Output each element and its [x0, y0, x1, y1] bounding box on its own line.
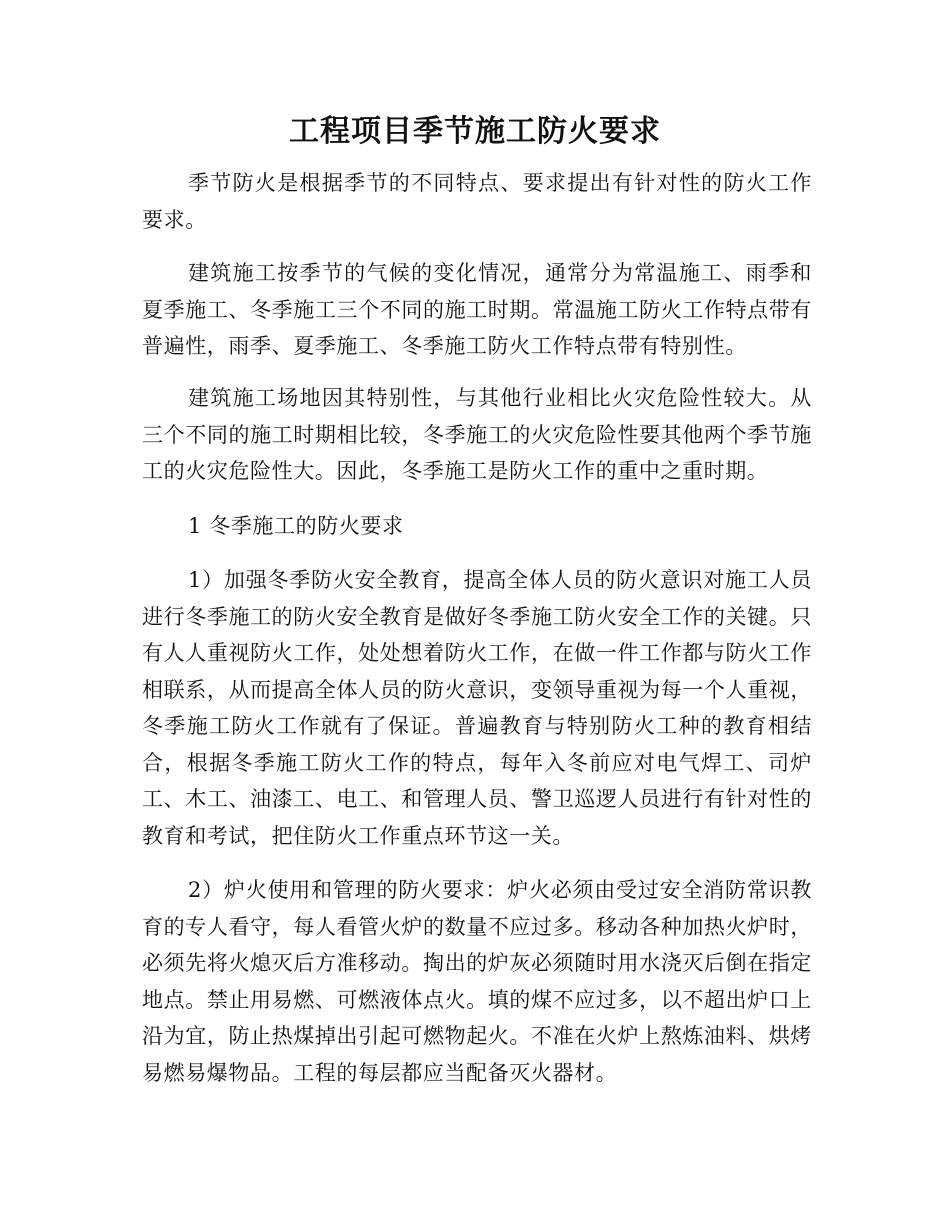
section-heading-winter: 1 冬季施工的防火要求: [188, 514, 404, 538]
paragraph-seasonal-fire-prevention: 季节防火是根据季节的不同特点、要求提出有针对性的防火工作要求。: [142, 171, 812, 232]
document-title: 工程项目季节施工防火要求: [289, 114, 661, 149]
paragraph-construction-periods: 建筑施工按季节的气候的变化情况，通常分为常温施工、雨季和夏季施工、冬季施工三个不同的施工时期。常温施工防火工作特点带有普遍性，雨季、夏季施工、冬季施工防火工作特点带有特别性。: [142, 261, 812, 358]
list-item-safety-education: 1）加强冬季防火安全教育，提高全体人员的防火意识对施工人员进行冬季施工的防火安全教育是做好冬季施工防火安全工作的关键。只有人人重视防火工作，处处想着防火工作，在做一件工作都与防火工作相联系，从而提高全体人员的防火意识，变领导重视为每一个人重视，冬季施工防火工作就有了保证。普遍教育与特别防火工种的教育相结合，根据冬季施工防火工作的特点，每年入冬前应对电气焊工、司炉工、木工、油漆工、电工、和管理人员、警卫巡逻人员进行有针对性的教育和考试，把住防火工作重点环节这一关。: [142, 568, 812, 848]
paragraph-winter-risk: 建筑施工场地因其特别性，与其他行业相比火灾危险性较大。从三个不同的施工时期相比较，冬季施工的火灾危险性要其他两个季节施工的火灾危险性大。因此，冬季施工是防火工作的重中之重时期。: [142, 386, 812, 483]
list-item-stove-management: 2）炉火使用和管理的防火要求：炉火必须由受过安全消防常识教育的专人看守，每人看管火炉的数量不应过多。移动各种加热火炉时，必须先将火熄灭后方准移动。掏出的炉灰必须随时用水浇灭后倒在指定地点。禁止用易燃、可燃液体点火。填的煤不应过多，以不超出炉口上沿为宜，防止热煤掉出引起可燃物起火。不准在火炉上熬炼油料、烘烤易燃易爆物品。工程的每层都应当配备灭火器材。: [142, 878, 812, 1085]
